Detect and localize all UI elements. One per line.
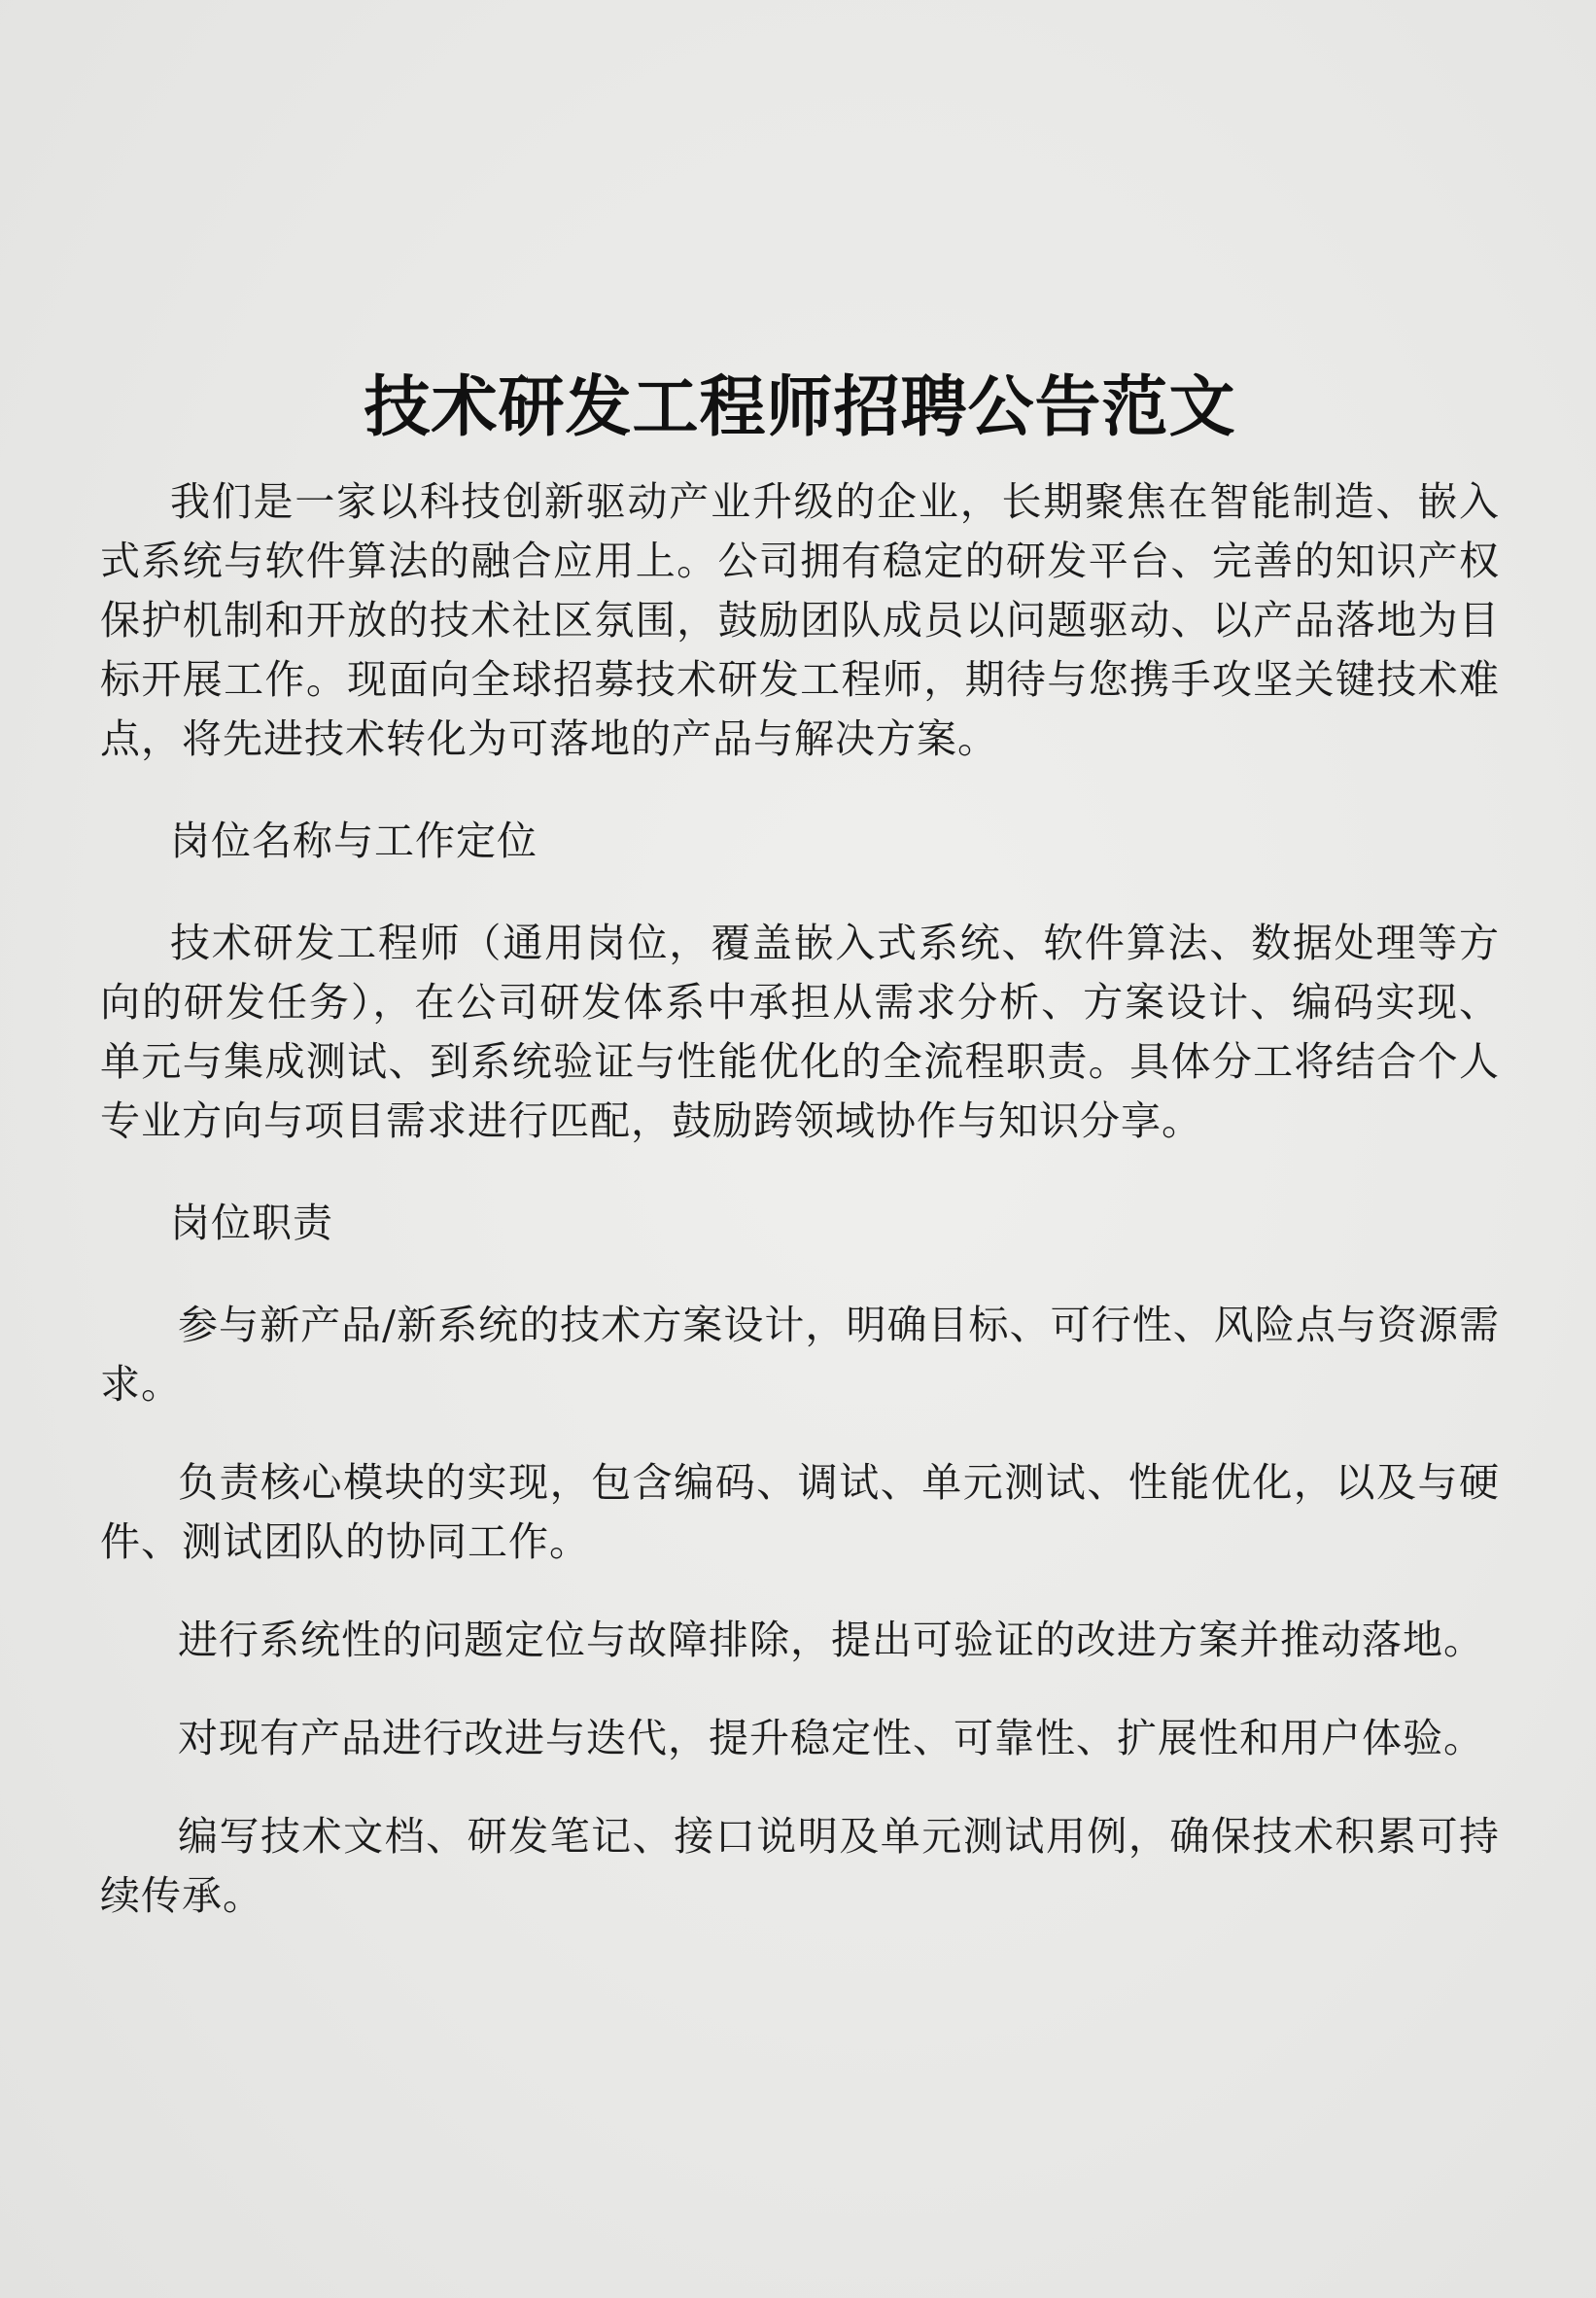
duty-item: 进行系统性的问题定位与故障排除，提出可验证的改进方案并推动落地。 (178, 1617, 1484, 1663)
duty-item: 参与新产品/新系统的技术方案设计，明确目标、可行性、风险点与资源需求。 (100, 1302, 1500, 1408)
intro-paragraph: 我们是一家以科技创新驱动产业升级的企业，长期聚焦在智能制造、嵌入式系统与软件算法的融合应用上。公司拥有稳定的研发平台、完善的知识产权保护机制和开放的技术社区氛围，鼓励团队成员以问题驱动、以产品落地为目标开展工作。现面向全球招募技术研发工程师，期待与您携手攻坚关键技术难点，将先进技术转化为可落地的产品与解决方案。 (100, 478, 1500, 762)
document-body (100, 362, 1500, 1965)
duty-item: 编写技术文档、研发笔记、接口说明及单元测试用例，确保技术积累可持续传承。 (100, 1813, 1500, 1919)
duty-item: 负责核心模块的实现，包含编码、调试、单元测试、性能优化，以及与硬件、测试团队的协同工作。 (100, 1459, 1500, 1565)
position-section-heading: 岗位名称与工作定位 (170, 818, 538, 864)
duties-section-heading: 岗位职责 (170, 1200, 333, 1246)
position-section-text: 技术研发工程师（通用岗位，覆盖嵌入式系统、软件算法、数据处理等方向的研发任务），在公司研发体系中承担从需求分析、方案设计、编码实现、单元与集成测试、到系统验证与性能优化的全流程职责。具体分工将结合个人专业方向与项目需求进行匹配，鼓励跨领域协作与知识分享。 (100, 920, 1500, 1144)
duty-item: 对现有产品进行改进与迭代，提升稳定性、可靠性、扩展性和用户体验。 (178, 1715, 1484, 1761)
document-title: 技术研发工程师招聘公告范文 (364, 369, 1236, 446)
